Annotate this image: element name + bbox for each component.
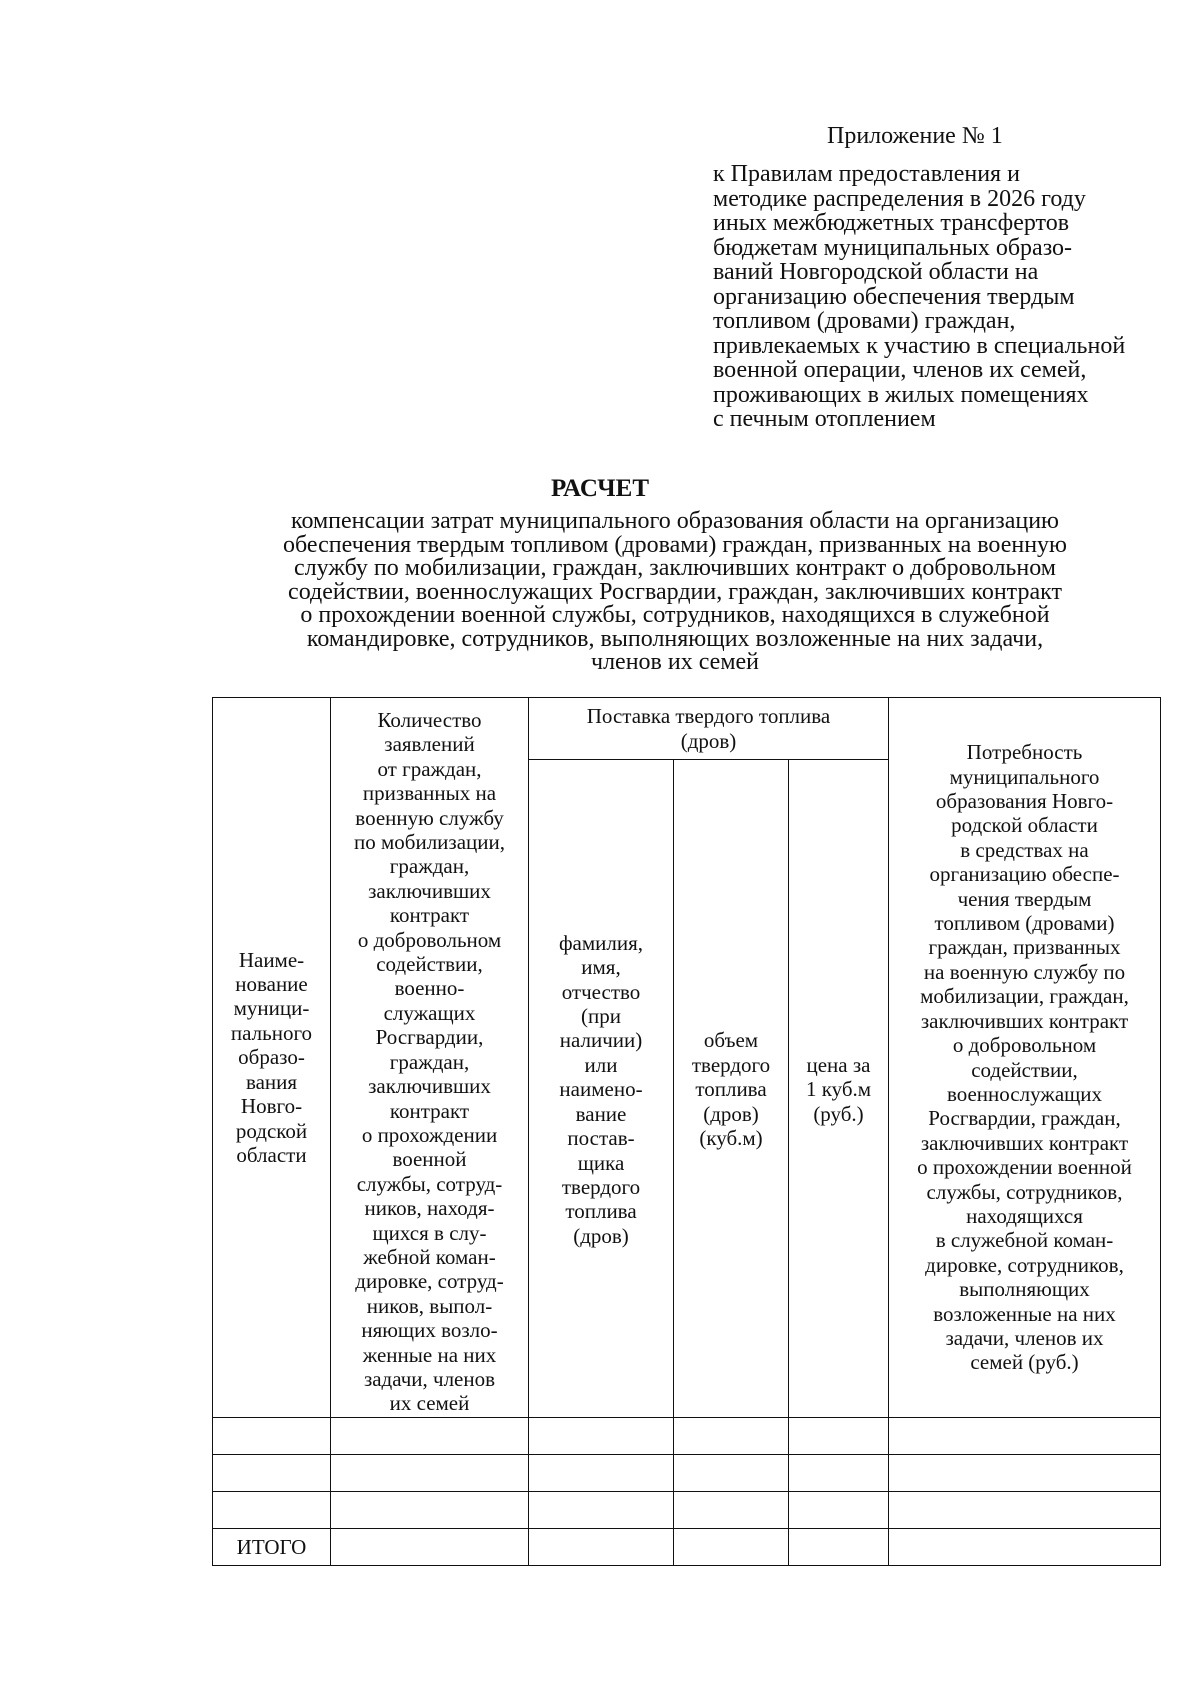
header-text-line: (руб.) (813, 1101, 864, 1126)
header-text-line: родской (235, 1118, 308, 1143)
header-text-line: топлива (565, 1199, 637, 1224)
header-text-line: объем (703, 1028, 759, 1053)
header-text-line: граждан, призванных (928, 935, 1121, 960)
header-text-line: постав- (567, 1126, 635, 1151)
header-text-line: служащих (383, 1000, 476, 1025)
subheading-line: командировке, сотрудников, выполняющих возложенные на них задачи, (306, 625, 1044, 652)
header-text-line: жебной коман- (363, 1244, 496, 1269)
table-cell (789, 1529, 889, 1566)
header-text-line: области (236, 1142, 307, 1167)
header-text-line: (дров) (573, 1223, 629, 1248)
header-text-line: семей (руб.) (970, 1350, 1079, 1375)
table-cell (213, 1455, 331, 1492)
header-text-line: образо- (238, 1045, 305, 1070)
header-text-line: заключивших (368, 878, 491, 903)
table-cell (789, 1455, 889, 1492)
table-cell (529, 1492, 674, 1529)
header-text-line: возложенные на них (933, 1301, 1116, 1326)
header-text-line: на военную службу по (923, 959, 1126, 984)
header-municipality (213, 698, 331, 1418)
header-price-per-cubic-meter (789, 760, 889, 1418)
table-cell (331, 1492, 529, 1529)
header-text-line: щика (577, 1150, 625, 1175)
document-subheading (150, 510, 1200, 675)
appendix-line: проживающих в жилых помещениях (713, 381, 1089, 408)
appendix-line: методике распределения в 2026 году (713, 185, 1086, 212)
table-cell (889, 1492, 1161, 1529)
header-text-line: находящихся (966, 1203, 1083, 1228)
table-cell (529, 1455, 674, 1492)
header-text-line: содействии, (376, 952, 483, 977)
header-text-line: (дров) (703, 1101, 759, 1126)
calculation-table (212, 697, 1161, 1566)
header-text-line: твердого (691, 1052, 771, 1077)
header-supplier-name (529, 760, 674, 1418)
header-text-line: их семей (389, 1391, 470, 1416)
header-text-line: контракт (389, 903, 470, 928)
table-row (213, 1418, 1161, 1455)
header-text-line: Росгвардии, граждан, (928, 1106, 1121, 1131)
header-text-line: топлива (695, 1077, 767, 1102)
appendix-line: ваний Новгородской области на (713, 259, 1039, 285)
header-text-line: военно- (394, 976, 465, 1001)
table-cell (674, 1529, 789, 1566)
header-text-line: Потребность (966, 740, 1083, 765)
header-text-line: нование (235, 972, 308, 997)
header-text-line: (куб.м) (699, 1126, 763, 1151)
header-text-line: муници- (233, 996, 310, 1021)
header-text-line: няющих возло- (361, 1318, 498, 1343)
subheading-line: службу по мобилизации, граждан, заключивших контракт о добровольном (294, 555, 1056, 581)
header-text-line: щихся в слу- (372, 1220, 487, 1245)
header-text-line: Росгвардии, (375, 1025, 484, 1050)
header-text-line: чения твердым (957, 886, 1092, 911)
subheading-line: содействии, военнослужащих Росгвардии, граждан, заключивших контракт (288, 578, 1062, 605)
header-text-line: задачи, членов их (945, 1325, 1104, 1350)
header-text-line: родской области (951, 813, 1098, 838)
header-text-line: дировке, сотрудников, (925, 1252, 1124, 1277)
appendix-line: к Правилам предоставления и (713, 161, 1020, 187)
header-text-line: ников, выпол- (366, 1293, 493, 1318)
appendix-line: топливом (дровами) граждан, (713, 308, 1016, 334)
header-text-line: о добровольном (952, 1033, 1097, 1058)
appendix-line: привлекаемых к участию в специальной (713, 332, 1126, 359)
table-cell (331, 1455, 529, 1492)
table-cell (674, 1455, 789, 1492)
header-text-line: мобилизации, граждан, (920, 984, 1129, 1009)
header-text-line: вание (575, 1101, 627, 1126)
total-label: ИТОГО (213, 1529, 331, 1566)
appendix-line: иных межбюджетных трансфертов (713, 210, 1070, 236)
subheading-line: о прохождении военной службы, сотрудников, находящихся в служебной (300, 602, 1050, 628)
appendix-line: бюджетам муниципальных образо- (713, 234, 1073, 261)
header-text-line: или (584, 1052, 618, 1077)
header-text-line: твердого (561, 1174, 641, 1199)
subheading-line: членов их семей (591, 649, 759, 675)
table-cell (213, 1492, 331, 1529)
table-cell (331, 1418, 529, 1455)
header-text-line: наимено- (559, 1077, 643, 1102)
header-text-line: задачи, членов (363, 1366, 496, 1391)
table-row (213, 1455, 1161, 1492)
header-text-line: выполняющих (959, 1277, 1090, 1302)
header-text-line: о прохождении (361, 1122, 498, 1147)
header-text-line: заключивших (368, 1074, 491, 1099)
appendix-line: организацию обеспечения твердым (713, 283, 1075, 310)
header-text-line: по мобилизации, (354, 830, 505, 855)
table-cell (674, 1492, 789, 1529)
header-text-line: наличии) (559, 1028, 643, 1053)
subheading-line: обеспечения твердым топливом (дровами) граждан, призванных на военную (283, 531, 1067, 558)
table-cell (789, 1418, 889, 1455)
header-text-line: граждан, (389, 854, 470, 879)
header-text-line: призванных на (362, 781, 497, 806)
table-cell (889, 1529, 1161, 1566)
header-text-line: содействии, (971, 1057, 1078, 1082)
subheading-line: компенсации затрат муниципального образования области на организацию (291, 508, 1059, 534)
header-text-line: 1 куб.м (805, 1077, 872, 1102)
header-text-line: вания (245, 1069, 298, 1094)
header-applications-count (331, 698, 529, 1418)
header-text-line: фамилия, (558, 930, 644, 955)
header-text-line: заявлений (384, 732, 475, 757)
header-text-line: заключивших контракт (920, 1130, 1129, 1155)
header-text-line: организацию обеспе- (929, 862, 1120, 887)
header-text-line: топливом (дровами) (934, 911, 1115, 936)
header-text-line: Количество (377, 708, 482, 732)
header-text-line: о добровольном (357, 927, 502, 952)
header-text-line: ников, находя- (364, 1196, 495, 1221)
header-text-line: образования Новго- (935, 789, 1114, 814)
appendix-title: Приложение № 1 (827, 123, 1003, 149)
header-text-line: от граждан, (377, 756, 482, 781)
table-cell (674, 1418, 789, 1455)
header-text-line: военную службу (355, 805, 504, 830)
table-cell (889, 1455, 1161, 1492)
document-heading: РАСЧЕТ (550, 475, 649, 502)
header-text-line: отчество (561, 979, 641, 1004)
header-fuel-supply (529, 698, 889, 760)
table-cell (789, 1492, 889, 1529)
header-text-line: военной (392, 1147, 467, 1172)
header-text-line: граждан, (389, 1049, 470, 1074)
header-text-line: в служебной коман- (935, 1228, 1114, 1253)
header-text-line: заключивших контракт (920, 1008, 1129, 1033)
header-text-line: Поставка твердого топлива (586, 704, 831, 729)
total-row (213, 1529, 1161, 1566)
header-text-line: Новго- (240, 1094, 303, 1119)
header-text-line: дировке, сотруд- (355, 1269, 504, 1294)
header-text-line: о прохождении военной (917, 1155, 1132, 1180)
header-text-line: (дров) (680, 728, 737, 753)
header-text-line: службы, сотруд- (356, 1171, 503, 1196)
header-funding-need (889, 698, 1161, 1418)
header-text-line: муниципального (949, 764, 1100, 789)
table-cell (529, 1529, 674, 1566)
header-text-line: военнослужащих (946, 1081, 1103, 1106)
table-cell (529, 1418, 674, 1455)
header-text-line: имя, (581, 955, 621, 980)
appendix-line: военной операции, членов их семей, (713, 357, 1087, 383)
table-cell (331, 1529, 529, 1566)
table-cell (889, 1418, 1161, 1455)
header-text-line: Наиме- (238, 947, 305, 972)
appendix-subtitle (713, 162, 1125, 432)
table-cell (213, 1418, 331, 1455)
header-text-line: (при (581, 1004, 621, 1029)
header-text-line: пального (230, 1020, 313, 1045)
header-text-line: цена за (806, 1052, 871, 1077)
header-fuel-volume (674, 760, 789, 1418)
header-text-line: женные на них (362, 1342, 497, 1367)
header-text-line: в средствах на (960, 837, 1089, 862)
appendix-line: с печным отоплением (713, 406, 936, 432)
header-text-line: службы, сотрудников, (926, 1179, 1123, 1204)
header-text-line: контракт (389, 1098, 470, 1123)
table-row (213, 1492, 1161, 1529)
